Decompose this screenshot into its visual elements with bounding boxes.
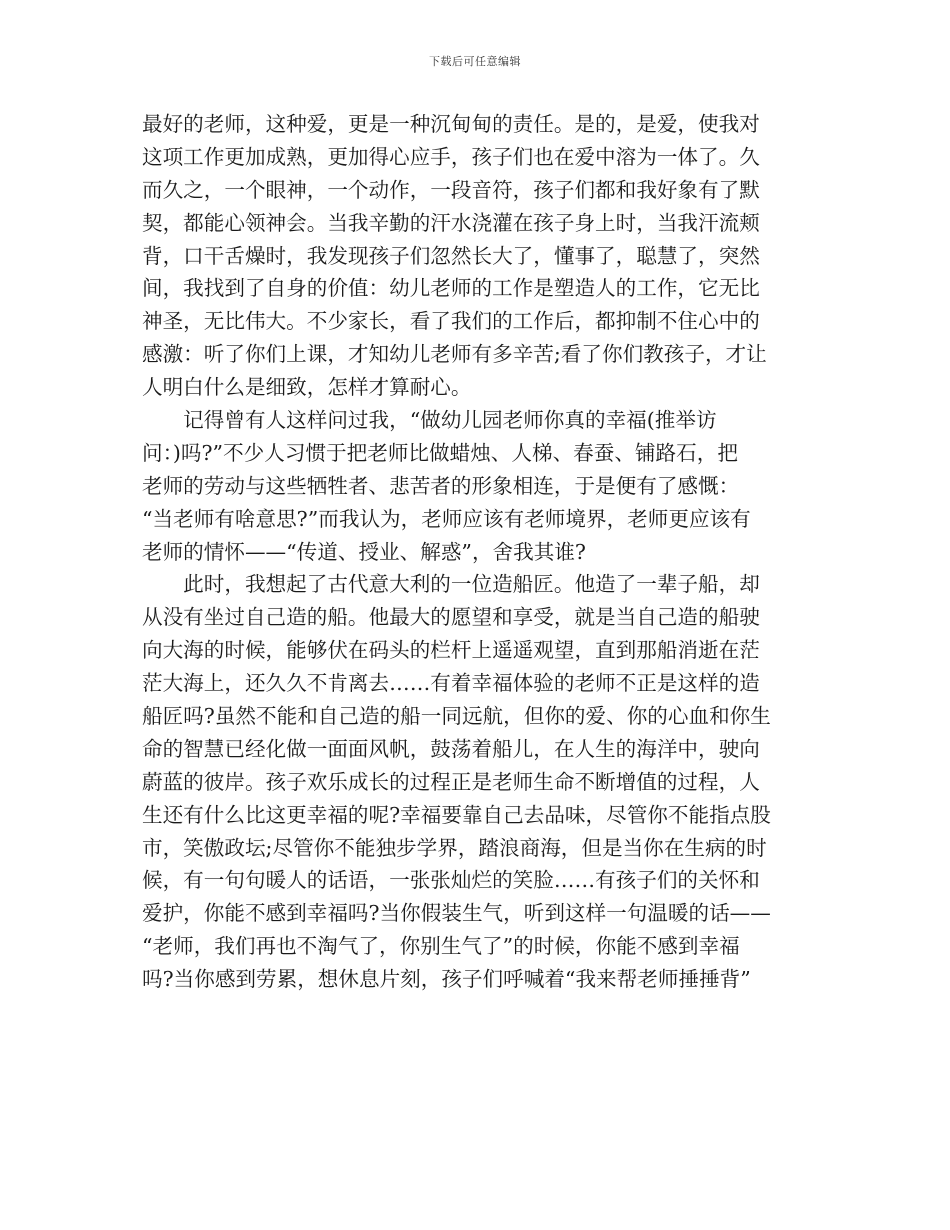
text-line: 命的智慧已经化做一面面风帆，鼓荡着船儿，在人生的海洋中，驶向 [142,736,760,761]
text-line: 老师的劳动与这些牺牲者、悲苦者的形象相连，于是便有了感慨： [142,473,740,498]
text-line: 吗?当你感到劳累，想休息片刻，孩子们呼喊着“我来帮老师捶捶背” [142,967,751,992]
text-line: “当老师有啥意思?”而我认为，老师应该有老师境界，老师更应该有 [142,506,751,531]
text-line: 向大海的时候，能够伏在码头的栏杆上遥遥观望，直到那船消逝在茫 [142,638,760,663]
text-line: 船匠吗?虽然不能和自己造的船一同远航，但你的爱、你的心血和你生 [142,704,771,729]
text-line: 此时，我想起了古代意大利的一位造船匠。他造了一辈子船，却 [142,572,760,597]
text-line: 契，都能心领神会。当我辛勤的汗水浇灌在孩子身上时，当我汗流颊 [142,210,760,235]
text-line: 背，口干舌燥时，我发现孩子们忽然长大了，懂事了，聪慧了，突然 [142,243,760,268]
text-line: 感激：听了你们上课，才知幼儿老师有多辛苦;看了你们教孩子，才让 [142,342,767,367]
text-line: 记得曾有人这样问过我，“做幼儿园老师你真的幸福(推举访 [142,408,717,433]
document-body [142,108,814,996]
text-line: 市，笑傲政坛;尽管你不能独步学界，踏浪商海，但是当你在生病的时 [142,835,767,860]
text-line: 茫大海上，还久久不肯离去……有着幸福体验的老师不正是这样的造 [142,671,760,696]
text-line: 这项工作更加成熟，更加得心应手，孩子们也在爱中溶为一体了。久 [142,144,760,169]
text-line: 人明白什么是细致，怎样才算耐心。 [142,375,472,400]
text-line: 从没有坐过自己造的船。他最大的愿望和享受，就是当自己造的船驶 [142,605,760,630]
text-line: “老师，我们再也不淘气了，你别生气了”的时候，你能不感到幸福 [142,934,740,959]
text-line: 生还有什么比这更幸福的呢?幸福要靠自己去品味，尽管你不能指点股 [142,802,771,827]
text-line: 神圣，无比伟大。不少家长，看了我们的工作后，都抑制不住心中的 [142,309,760,334]
text-line: 爱护，你能不感到幸福吗?当你假装生气，听到这样一句温暖的话—— [142,901,771,926]
text-line: 老师的情怀——“传道、授业、解惑”，舍我其谁? [142,539,586,564]
text-line: 间，我找到了自身的价值：幼儿老师的工作是塑造人的工作，它无比 [142,276,760,301]
text-line: 候，有一句句暖人的话语，一张张灿烂的笑脸……有孩子们的关怀和 [142,868,760,893]
text-line: 而久之，一个眼神，一个动作，一段音符，孩子们都和我好象有了默 [142,177,760,202]
text-line: 最好的老师，这种爱，更是一种沉甸甸的责任。是的，是爱，使我对 [142,112,760,136]
page-header: 下载后可任意编辑 [429,55,521,68]
text-line: 问：)吗?”不少人习惯于把老师比做蜡烛、人梯、春蚕、铺路石，把 [142,440,738,465]
text-line: 蔚蓝的彼岸。孩子欢乐成长的过程正是老师生命不断增值的过程，人 [142,769,760,794]
